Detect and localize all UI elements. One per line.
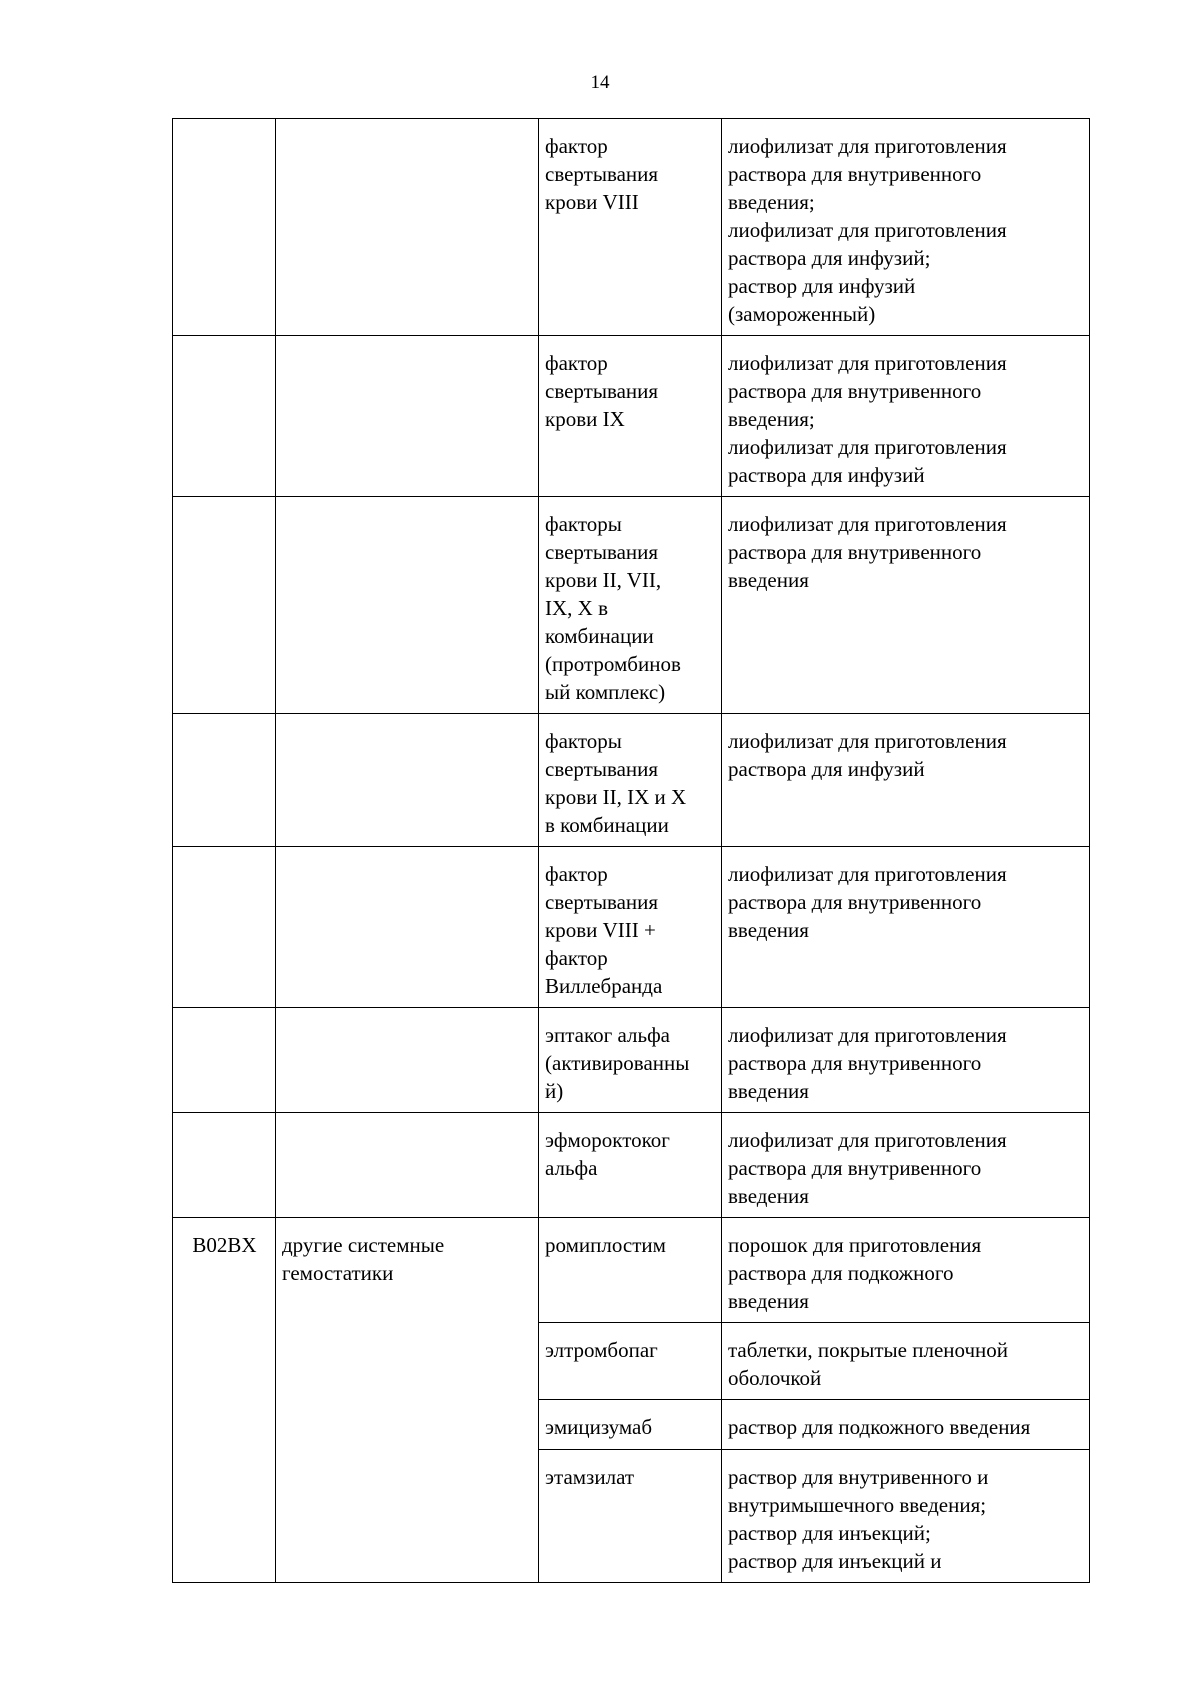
group-name-cell — [276, 714, 539, 847]
drug-name-cell — [539, 847, 722, 1008]
cell-text-line: (активированны — [545, 1051, 690, 1075]
cell-text-line: введения — [728, 1079, 809, 1103]
cell-text-line: лиофилизат для приготовления — [728, 1023, 1007, 1047]
cell-text-line: эмицизумаб — [545, 1415, 653, 1439]
dosage-form-cell — [722, 336, 1090, 497]
cell-text-line: крови II, VII, — [545, 568, 662, 592]
atc-code-cell — [173, 497, 276, 714]
drug-name-cell — [539, 714, 722, 847]
cell-text-line: лиофилизат для приготовления — [728, 134, 1007, 158]
cell-text-line: эптаког альфа — [545, 1023, 670, 1047]
atc-code-cell — [173, 1218, 276, 1583]
cell-text-line: лиофилизат для приготовления — [728, 351, 1007, 375]
group-name-cell — [276, 497, 539, 714]
cell-text-line: факторы — [545, 512, 622, 536]
cell-text-line: фактор — [545, 862, 608, 886]
cell-text-line: раствора для инфузий; — [728, 246, 931, 270]
cell-text-line: раствора для внутривенного — [728, 540, 982, 564]
cell-text-line: таблетки, покрытые пленочной — [728, 1338, 1009, 1362]
dosage-form-cell — [722, 1450, 1090, 1583]
cell-text-line: й) — [545, 1079, 564, 1103]
cell-text-line: (замороженный) — [728, 302, 876, 326]
cell-text-line: свертывания — [545, 379, 659, 403]
cell-text-line: раствора для внутривенного — [728, 1156, 982, 1180]
dosage-form-cell — [722, 1218, 1090, 1323]
atc-code-cell — [173, 336, 276, 497]
cell-text-line: лиофилизат для приготовления — [728, 435, 1007, 459]
cell-text-line: оболочкой — [728, 1366, 822, 1390]
table-row — [173, 1218, 1090, 1323]
table-row — [173, 1113, 1090, 1218]
group-name-cell — [276, 119, 539, 336]
cell-text-line: альфа — [545, 1156, 598, 1180]
cell-text-line: IX, X в — [545, 596, 608, 620]
table-row — [173, 1008, 1090, 1113]
table-row — [173, 336, 1090, 497]
cell-text-line: крови II, IX и X — [545, 785, 687, 809]
cell-text-line: введения — [728, 918, 809, 942]
cell-text-line: крови VIII + — [545, 918, 656, 942]
group-name-cell — [276, 1008, 539, 1113]
table-row — [173, 847, 1090, 1008]
cell-text-line: в комбинации — [545, 813, 669, 837]
cell-text-line: лиофилизат для приготовления — [728, 1128, 1007, 1152]
cell-text-line: свертывания — [545, 162, 659, 186]
cell-text-line: раствор для инъекций; — [728, 1521, 931, 1545]
cell-text-line: введения — [728, 568, 809, 592]
page-number: 14 — [590, 72, 610, 93]
dosage-form-cell — [722, 1113, 1090, 1218]
cell-text-line: введения; — [728, 190, 815, 214]
cell-text-line: раствора для внутривенного — [728, 162, 982, 186]
drug-name-cell — [539, 336, 722, 497]
cell-text-line: раствор для внутривенного и — [728, 1465, 989, 1489]
group-name-cell — [276, 1218, 539, 1583]
cell-text-line: крови VIII — [545, 190, 639, 214]
group-name-cell — [276, 1113, 539, 1218]
cell-text-line: комбинации — [545, 624, 654, 648]
cell-text-line: фактор — [545, 946, 608, 970]
atc-code-cell — [173, 847, 276, 1008]
dosage-form-cell — [722, 847, 1090, 1008]
drug-name-cell — [539, 1323, 722, 1400]
cell-text-line: B02BX — [192, 1233, 257, 1257]
drug-name-cell — [539, 119, 722, 336]
drug-name-cell — [539, 1113, 722, 1218]
dosage-form-cell — [722, 1323, 1090, 1400]
cell-text-line: крови IX — [545, 407, 625, 431]
cell-text-line: лиофилизат для приготовления — [728, 862, 1007, 886]
cell-text-line: свертывания — [545, 540, 659, 564]
drug-name-cell — [539, 1450, 722, 1583]
cell-text-line: этамзилат — [545, 1465, 635, 1489]
cell-text-line: внутримышечного введения; — [728, 1493, 987, 1517]
cell-text-line: элтромбопаг — [545, 1338, 658, 1362]
drug-table — [172, 118, 1090, 1583]
atc-code-cell — [173, 714, 276, 847]
cell-text-line: раствора для внутривенного — [728, 379, 982, 403]
cell-text-line: раствора для инфузий — [728, 757, 925, 781]
dosage-form-cell — [722, 714, 1090, 847]
table-row — [173, 119, 1090, 336]
atc-code-cell — [173, 1008, 276, 1113]
drug-name-cell — [539, 1400, 722, 1450]
cell-text-line: Виллебранда — [545, 974, 663, 998]
atc-code-cell — [173, 119, 276, 336]
cell-text-line: свертывания — [545, 757, 659, 781]
cell-text-line: раствора для подкожного — [728, 1261, 954, 1285]
cell-text-line: свертывания — [545, 890, 659, 914]
cell-text-line: фактор — [545, 134, 608, 158]
cell-text-line: раствора для внутривенного — [728, 890, 982, 914]
cell-text-line: лиофилизат для приготовления — [728, 729, 1007, 753]
cell-text-line: раствор для подкожного введения — [728, 1415, 1031, 1439]
cell-text-line: введения; — [728, 407, 815, 431]
cell-text-line: введения — [728, 1289, 809, 1313]
dosage-form-cell — [722, 1008, 1090, 1113]
cell-text-line: факторы — [545, 729, 622, 753]
cell-text-line: ромиплостим — [545, 1233, 666, 1257]
atc-code-cell — [173, 1113, 276, 1218]
drug-name-cell — [539, 1218, 722, 1323]
cell-text-line: (протромбинов — [545, 652, 681, 676]
cell-text-line: порошок для приготовления — [728, 1233, 982, 1257]
group-name-cell — [276, 336, 539, 497]
cell-text-line: введения — [728, 1184, 809, 1208]
dosage-form-cell — [722, 119, 1090, 336]
drug-name-cell — [539, 497, 722, 714]
group-name-cell — [276, 847, 539, 1008]
cell-text-line: раствор для инъекций и — [728, 1549, 942, 1573]
cell-text-line: эфмороктоког — [545, 1128, 670, 1152]
table-row — [173, 714, 1090, 847]
table-row — [173, 497, 1090, 714]
cell-text-line: гемостатики — [282, 1261, 394, 1285]
cell-text-line: другие системные — [282, 1233, 445, 1257]
dosage-form-cell — [722, 497, 1090, 714]
cell-text-line: ый комплекс) — [545, 680, 666, 704]
cell-text-line: лиофилизат для приготовления — [728, 512, 1007, 536]
dosage-form-cell — [722, 1400, 1090, 1450]
cell-text-line: лиофилизат для приготовления — [728, 218, 1007, 242]
cell-text-line: раствор для инфузий — [728, 274, 916, 298]
cell-text-line: фактор — [545, 351, 608, 375]
cell-text-line: раствора для внутривенного — [728, 1051, 982, 1075]
drug-name-cell — [539, 1008, 722, 1113]
cell-text-line: раствора для инфузий — [728, 463, 925, 487]
